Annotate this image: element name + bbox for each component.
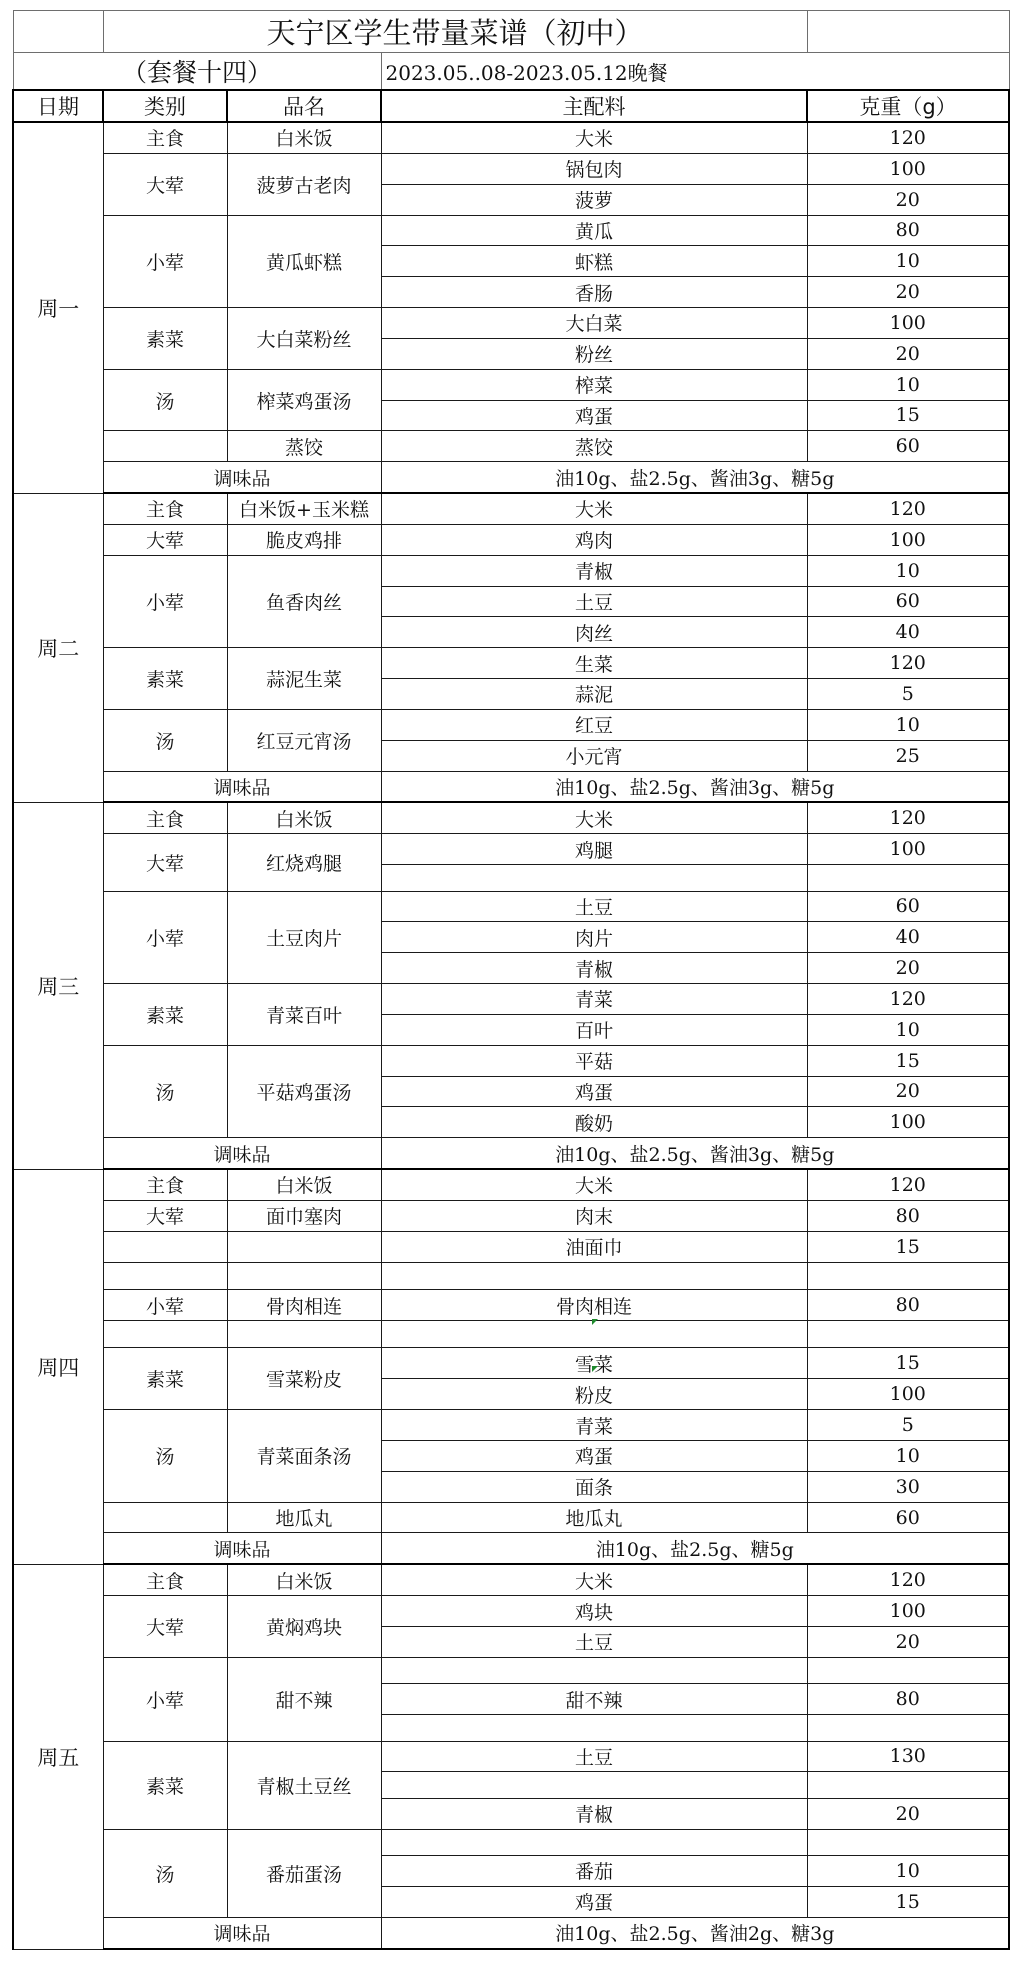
- weight-cell: 20: [807, 277, 1009, 308]
- table-row: [13, 431, 1009, 462]
- ingredient-cell: 虾糕: [381, 246, 807, 277]
- category-cell: 主食: [103, 1169, 227, 1200]
- table-row: [13, 1169, 1009, 1200]
- seasoning-label: 调味品: [103, 1917, 381, 1949]
- category-cell: [103, 1502, 227, 1533]
- day-label: 周二: [13, 493, 103, 802]
- dish-name-cell: 白米饭: [227, 1564, 381, 1595]
- weight-cell: 120: [807, 984, 1009, 1015]
- ingredient-cell: 大米: [381, 1169, 807, 1200]
- category-cell: 素菜: [103, 984, 227, 1046]
- day-label: 周三: [13, 802, 103, 1169]
- ingredient-cell: 青椒: [381, 953, 807, 984]
- day-label: 周五: [13, 1564, 103, 1949]
- table-row: [13, 1231, 1009, 1262]
- title-row: [13, 11, 1009, 53]
- category-cell: 大荤: [103, 834, 227, 891]
- weight-cell: 80: [807, 1200, 1009, 1231]
- seasoning-row: [13, 462, 1009, 493]
- table-row: [13, 1564, 1009, 1595]
- dish-name-cell: 甜不辣: [227, 1657, 381, 1741]
- category-cell: 小荤: [103, 891, 227, 983]
- ingredient-cell: [381, 1715, 807, 1741]
- dish-name-cell: [227, 1231, 381, 1262]
- dish-name-cell: 平菇鸡蛋汤: [227, 1045, 381, 1137]
- ingredient-cell: 红豆: [381, 709, 807, 740]
- seasoning-value: 油10g、盐2.5g、酱油3g、糖5g: [381, 1138, 1009, 1169]
- category-cell: 主食: [103, 493, 227, 524]
- weight-cell: 15: [807, 1348, 1009, 1379]
- weight-cell: 80: [807, 1684, 1009, 1715]
- weight-cell: [807, 865, 1009, 891]
- ingredient-cell: 粉丝: [381, 338, 807, 369]
- weight-cell: 120: [807, 802, 1009, 833]
- table-row: [13, 1262, 1009, 1290]
- weight-cell: 40: [807, 617, 1009, 648]
- weight-cell: 10: [807, 1856, 1009, 1887]
- seasoning-label: 调味品: [103, 462, 381, 493]
- ingredient-cell: 酸奶: [381, 1107, 807, 1138]
- dish-name-cell: 蒜泥生菜: [227, 648, 381, 710]
- ingredient-cell: [381, 1772, 807, 1798]
- ingredient-cell: 蒸饺: [381, 431, 807, 462]
- weight-cell: 5: [807, 1410, 1009, 1441]
- weight-cell: 130: [807, 1741, 1009, 1772]
- seasoning-value: 油10g、盐2.5g、酱油3g、糖5g: [381, 771, 1009, 802]
- ingredient-cell: 面条: [381, 1471, 807, 1502]
- table-row: [13, 369, 1009, 400]
- table-row: [13, 493, 1009, 524]
- ingredient-cell: 蒜泥: [381, 679, 807, 710]
- ingredient-cell: 油面巾: [381, 1231, 807, 1262]
- table-row: [13, 834, 1009, 865]
- dish-name-cell: 地瓜丸: [227, 1502, 381, 1533]
- category-cell: 大荤: [103, 153, 227, 215]
- category-cell: 小荤: [103, 1290, 227, 1321]
- ingredient-cell: 大米: [381, 493, 807, 524]
- category-cell: [103, 1320, 227, 1348]
- header-dish: 品名: [227, 90, 381, 122]
- ingredient-cell: 大米: [381, 122, 807, 153]
- table-row: [13, 1320, 1009, 1348]
- weight-cell: 100: [807, 1596, 1009, 1627]
- cell-comment-marker: [592, 1366, 598, 1372]
- dish-name-cell: 红烧鸡腿: [227, 834, 381, 891]
- dish-name-cell: 面巾塞肉: [227, 1200, 381, 1231]
- table-row: [13, 1741, 1009, 1772]
- weight-cell: 10: [807, 369, 1009, 400]
- category-cell: 大荤: [103, 1596, 227, 1658]
- ingredient-cell: 肉片: [381, 922, 807, 953]
- weight-cell: [807, 1829, 1009, 1855]
- ingredient-cell: 青菜: [381, 1410, 807, 1441]
- weight-cell: 120: [807, 1564, 1009, 1595]
- table-row: [13, 1200, 1009, 1231]
- dish-name-cell: 黄瓜虾糕: [227, 215, 381, 307]
- category-cell: 汤: [103, 1829, 227, 1917]
- ingredient-cell: 黄瓜: [381, 215, 807, 246]
- seasoning-value: 油10g、盐2.5g、酱油3g、糖5g: [381, 462, 1009, 493]
- ingredient-cell: 百叶: [381, 1014, 807, 1045]
- ingredient-cell: 小元宵: [381, 740, 807, 771]
- ingredient-cell: 鸡肉: [381, 524, 807, 555]
- ingredient-cell: 土豆: [381, 1741, 807, 1772]
- weight-cell: 20: [807, 1627, 1009, 1658]
- ingredient-cell: 青椒: [381, 555, 807, 586]
- weight-cell: 10: [807, 1440, 1009, 1471]
- dish-name-cell: 白米饭: [227, 802, 381, 833]
- weight-cell: [807, 1657, 1009, 1683]
- ingredient-cell: 雪菜: [381, 1348, 807, 1379]
- header-weight: 克重（g）: [807, 90, 1009, 122]
- weight-cell: 100: [807, 1107, 1009, 1138]
- dish-name-cell: 土豆肉片: [227, 891, 381, 983]
- ingredient-cell: [381, 1657, 807, 1683]
- weight-cell: 100: [807, 153, 1009, 184]
- category-cell: [103, 1231, 227, 1262]
- seasoning-row: [13, 1138, 1009, 1169]
- weight-cell: 10: [807, 709, 1009, 740]
- date-range: 2023.05..08-2023.05.12晚餐: [381, 53, 1009, 91]
- ingredient-cell: 鸡蛋: [381, 400, 807, 431]
- ingredient-cell: 鸡蛋: [381, 1076, 807, 1107]
- table-row: [13, 122, 1009, 153]
- ingredient-cell: 地瓜丸: [381, 1502, 807, 1533]
- category-cell: 素菜: [103, 1741, 227, 1829]
- table-row: [13, 1410, 1009, 1441]
- category-cell: 汤: [103, 1410, 227, 1502]
- weight-cell: 20: [807, 338, 1009, 369]
- weight-cell: 60: [807, 1502, 1009, 1533]
- category-cell: [103, 431, 227, 462]
- category-cell: 汤: [103, 369, 227, 431]
- dish-name-cell: 青菜百叶: [227, 984, 381, 1046]
- weight-cell: 100: [807, 834, 1009, 865]
- weight-cell: 120: [807, 648, 1009, 679]
- weight-cell: 60: [807, 891, 1009, 922]
- ingredient-cell: 番茄: [381, 1856, 807, 1887]
- weight-cell: 10: [807, 246, 1009, 277]
- weight-cell: [807, 1772, 1009, 1798]
- day-label: 周四: [13, 1169, 103, 1564]
- seasoning-value: 油10g、盐2.5g、糖5g: [381, 1533, 1009, 1564]
- table-row: [13, 524, 1009, 555]
- weight-cell: 100: [807, 308, 1009, 339]
- dish-name-cell: 番茄蛋汤: [227, 1829, 381, 1917]
- category-cell: 小荤: [103, 1657, 227, 1741]
- ingredient-cell: 土豆: [381, 891, 807, 922]
- seasoning-label: 调味品: [103, 771, 381, 802]
- title-blank-cell: [13, 11, 103, 53]
- weight-cell: 15: [807, 1045, 1009, 1076]
- category-cell: 小荤: [103, 215, 227, 307]
- table-row: [13, 1829, 1009, 1855]
- category-cell: 素菜: [103, 308, 227, 370]
- category-cell: 大荤: [103, 524, 227, 555]
- ingredient-cell: 大白菜: [381, 308, 807, 339]
- weight-cell: 40: [807, 922, 1009, 953]
- weight-cell: [807, 1715, 1009, 1741]
- dish-name-cell: 白米饭: [227, 122, 381, 153]
- weight-cell: 10: [807, 555, 1009, 586]
- ingredient-cell: 平菇: [381, 1045, 807, 1076]
- ingredient-cell: 鸡蛋: [381, 1440, 807, 1471]
- page-title: 天宁区学生带量菜谱（初中）: [103, 11, 807, 53]
- category-cell: 素菜: [103, 1348, 227, 1410]
- weight-cell: 60: [807, 586, 1009, 617]
- set-name: （套餐十四）: [13, 53, 381, 91]
- dish-name-cell: 大白菜粉丝: [227, 308, 381, 370]
- category-cell: 主食: [103, 802, 227, 833]
- dish-name-cell: [227, 1320, 381, 1348]
- dish-name-cell: [227, 1262, 381, 1290]
- ingredient-cell: 青椒: [381, 1798, 807, 1829]
- table-row: [13, 555, 1009, 586]
- ingredient-cell: 菠萝: [381, 184, 807, 215]
- seasoning-row: [13, 771, 1009, 802]
- ingredient-cell: 鸡蛋: [381, 1886, 807, 1917]
- weight-cell: 15: [807, 400, 1009, 431]
- ingredient-cell: 鸡块: [381, 1596, 807, 1627]
- menu-body: [13, 122, 1009, 1949]
- header-category: 类别: [103, 90, 227, 122]
- column-header-row: [13, 90, 1009, 122]
- weight-cell: 20: [807, 1076, 1009, 1107]
- dish-name-cell: 雪菜粉皮: [227, 1348, 381, 1410]
- subtitle-row: [13, 53, 1009, 91]
- ingredient-cell: 榨菜: [381, 369, 807, 400]
- seasoning-label: 调味品: [103, 1138, 381, 1169]
- dish-name-cell: 骨肉相连: [227, 1290, 381, 1321]
- table-row: [13, 1045, 1009, 1076]
- seasoning-row: [13, 1533, 1009, 1564]
- ingredient-cell: 粉皮: [381, 1379, 807, 1410]
- ingredient-cell: 肉末: [381, 1200, 807, 1231]
- weight-cell: 80: [807, 215, 1009, 246]
- table-row: [13, 984, 1009, 1015]
- category-cell: [103, 1262, 227, 1290]
- weight-cell: 120: [807, 122, 1009, 153]
- weight-cell: 100: [807, 1379, 1009, 1410]
- category-cell: 小荤: [103, 555, 227, 647]
- table-row: [13, 709, 1009, 740]
- dish-name-cell: 白米饭+玉米糕: [227, 493, 381, 524]
- table-row: [13, 891, 1009, 922]
- ingredient-cell: 香肠: [381, 277, 807, 308]
- category-cell: 素菜: [103, 648, 227, 710]
- ingredient-cell: [381, 1262, 807, 1290]
- table-row: [13, 1596, 1009, 1627]
- weight-cell: 20: [807, 953, 1009, 984]
- weight-cell: 20: [807, 184, 1009, 215]
- dish-name-cell: 青椒土豆丝: [227, 1741, 381, 1829]
- weight-cell: 120: [807, 1169, 1009, 1200]
- ingredient-cell: 土豆: [381, 1627, 807, 1658]
- weight-cell: [807, 1262, 1009, 1290]
- weight-cell: 15: [807, 1886, 1009, 1917]
- weight-cell: 10: [807, 1014, 1009, 1045]
- ingredient-cell: 大米: [381, 1564, 807, 1595]
- table-row: [13, 215, 1009, 246]
- ingredient-cell: 肉丝: [381, 617, 807, 648]
- seasoning-label: 调味品: [103, 1533, 381, 1564]
- category-cell: 汤: [103, 1045, 227, 1137]
- table-row: [13, 802, 1009, 833]
- header-ingredient: 主配料: [381, 90, 807, 122]
- dish-name-cell: 黄焖鸡块: [227, 1596, 381, 1658]
- weight-cell: [807, 1320, 1009, 1348]
- ingredient-cell: 青菜: [381, 984, 807, 1015]
- ingredient-cell: 大米: [381, 802, 807, 833]
- ingredient-cell: [381, 865, 807, 891]
- menu-table: [12, 10, 1010, 1950]
- category-cell: 汤: [103, 709, 227, 771]
- weight-cell: 15: [807, 1231, 1009, 1262]
- table-row: [13, 1290, 1009, 1321]
- ingredient-cell: 生菜: [381, 648, 807, 679]
- weight-cell: 5: [807, 679, 1009, 710]
- dish-name-cell: 青菜面条汤: [227, 1410, 381, 1502]
- ingredient-cell: 锅包肉: [381, 153, 807, 184]
- dish-name-cell: 榨菜鸡蛋汤: [227, 369, 381, 431]
- ingredient-cell: 骨肉相连: [381, 1290, 807, 1321]
- table-row: [13, 1657, 1009, 1683]
- table-row: [13, 308, 1009, 339]
- weight-cell: 25: [807, 740, 1009, 771]
- header-date: 日期: [13, 90, 103, 122]
- cell-comment-marker: [592, 1319, 598, 1325]
- weight-cell: 120: [807, 493, 1009, 524]
- title-blank-cell: [807, 11, 1009, 53]
- table-row: [13, 153, 1009, 184]
- dish-name-cell: 蒸饺: [227, 431, 381, 462]
- ingredient-cell: 甜不辣: [381, 1684, 807, 1715]
- category-cell: 主食: [103, 1564, 227, 1595]
- ingredient-cell: 土豆: [381, 586, 807, 617]
- table-row: [13, 1348, 1009, 1379]
- weight-cell: 30: [807, 1471, 1009, 1502]
- dish-name-cell: 红豆元宵汤: [227, 709, 381, 771]
- category-cell: 主食: [103, 122, 227, 153]
- ingredient-cell: 鸡腿: [381, 834, 807, 865]
- seasoning-row: [13, 1917, 1009, 1949]
- ingredient-cell: [381, 1829, 807, 1855]
- weight-cell: 100: [807, 524, 1009, 555]
- table-row: [13, 1502, 1009, 1533]
- category-cell: 大荤: [103, 1200, 227, 1231]
- day-label: 周一: [13, 122, 103, 493]
- dish-name-cell: 白米饭: [227, 1169, 381, 1200]
- dish-name-cell: 鱼香肉丝: [227, 555, 381, 647]
- weight-cell: 20: [807, 1798, 1009, 1829]
- dish-name-cell: 脆皮鸡排: [227, 524, 381, 555]
- weight-cell: 80: [807, 1290, 1009, 1321]
- weight-cell: 60: [807, 431, 1009, 462]
- dish-name-cell: 菠萝古老肉: [227, 153, 381, 215]
- table-row: [13, 648, 1009, 679]
- seasoning-value: 油10g、盐2.5g、酱油2g、糖3g: [381, 1917, 1009, 1949]
